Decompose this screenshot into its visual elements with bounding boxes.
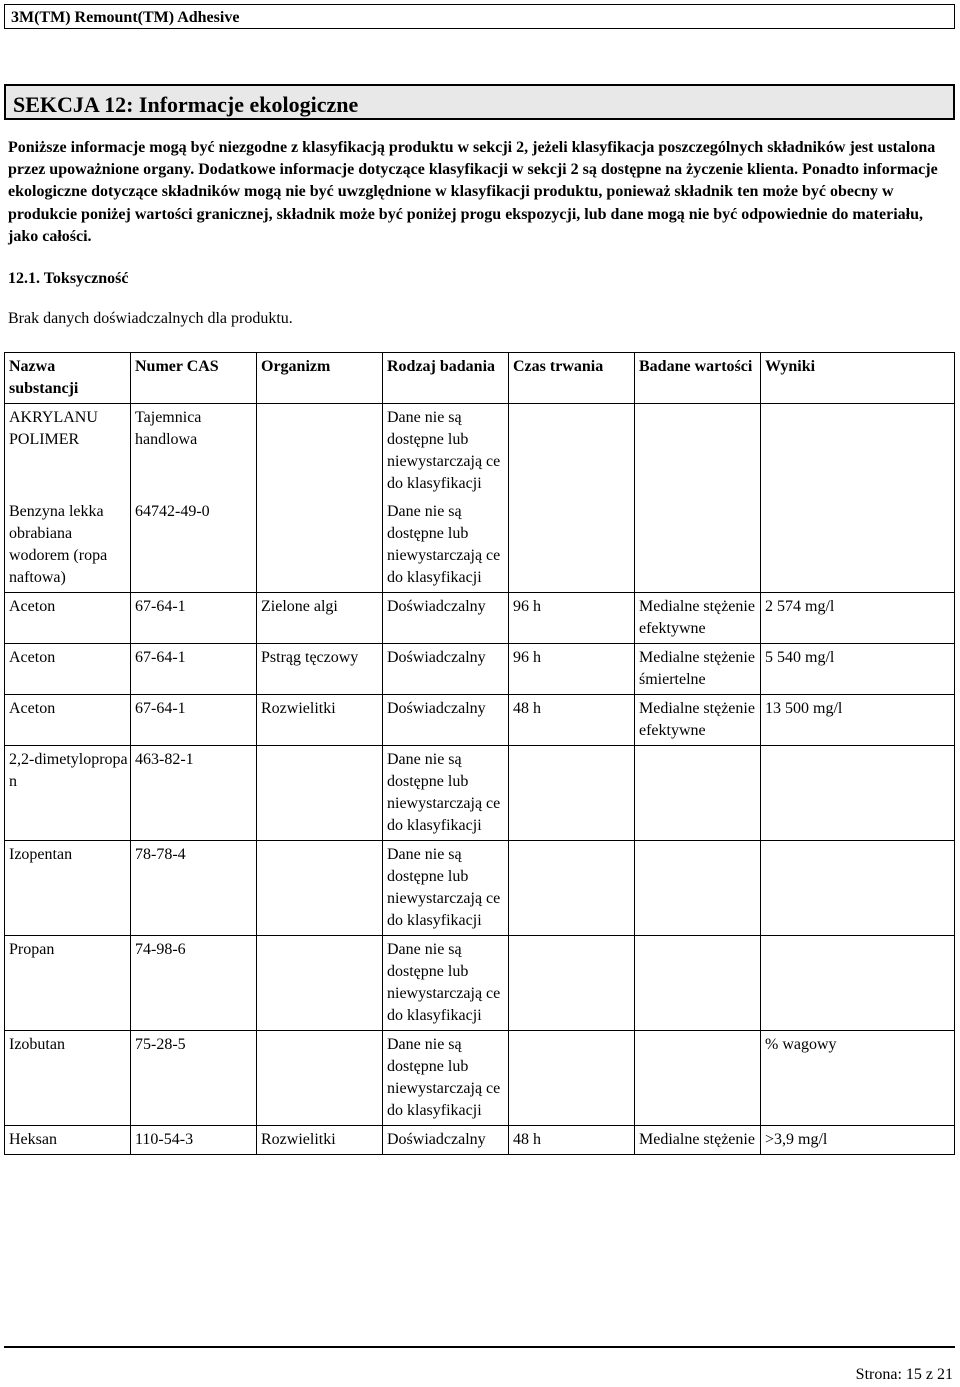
cell-organism [257,936,383,1031]
header-substance: Nazwa substancji [5,353,131,404]
no-data-note: Brak danych doświadczalnych dla produktu. [8,310,293,327]
cell-substance: Benzyna lekka obrabiana wodorem (ropa naftowa) [5,498,131,593]
table-row [5,695,955,746]
cell-endpoint [635,498,761,593]
footer-divider [4,1346,955,1348]
cell-duration [509,404,635,499]
cell-organism [257,1031,383,1126]
toxicity-heading: 12.1. Toksyczność [8,270,129,287]
table-header-row [5,353,955,404]
cell-organism [257,404,383,499]
cell-test-type: Doświadczalny [383,695,509,746]
cell-endpoint: Medialne stężenie śmiertelne [635,644,761,695]
cell-test-type: Doświadczalny [383,644,509,695]
header-test-type: Rodzaj badania [383,353,509,404]
product-name: 3M(TM) Remount(TM) Adhesive [11,9,240,26]
cell-endpoint [635,404,761,499]
cell-substance: 2,2-dimetylopropa n [5,746,131,841]
cell-duration [509,746,635,841]
cell-cas: 74-98-6 [131,936,257,1031]
cell-substance: Aceton [5,593,131,644]
cell-endpoint [635,841,761,936]
header-endpoint: Badane wartości [635,353,761,404]
table-row [5,404,955,499]
cell-cas: 78-78-4 [131,841,257,936]
cell-result: >3,9 mg/l [761,1126,955,1155]
document-header [4,4,955,29]
cell-result: 2 574 mg/l [761,593,955,644]
cell-endpoint [635,746,761,841]
cell-test-type: Dane nie są dostępne lub niewystarczają ce do klasyfikacji [383,404,509,499]
cell-test-type: Dane nie są dostępne lub niewystarczają ce do klasyfikacji [383,841,509,936]
cell-substance: Aceton [5,695,131,746]
cell-substance: Izobutan [5,1031,131,1126]
cell-duration: 96 h [509,593,635,644]
table-row [5,593,955,644]
table-row [5,1126,955,1155]
cell-result: 13 500 mg/l [761,695,955,746]
cell-result [761,404,955,499]
cell-substance: AKRYLANU POLIMER [5,404,131,499]
cell-cas: Tajemnica handlowa [131,404,257,499]
header-organism: Organizm [257,353,383,404]
cell-result: % wagowy [761,1031,955,1126]
table-row [5,498,955,593]
cell-organism: Rozwielitki [257,1126,383,1155]
page-number: Strona: 15 z 21 [855,1366,953,1383]
cell-cas: 75-28-5 [131,1031,257,1126]
cell-substance: Aceton [5,644,131,695]
cell-cas: 110-54-3 [131,1126,257,1155]
cell-organism: Zielone algi [257,593,383,644]
cell-result [761,841,955,936]
cell-result [761,498,955,593]
cell-cas: 64742-49-0 [131,498,257,593]
cell-cas: 67-64-1 [131,695,257,746]
section-heading-box [4,84,955,120]
cell-endpoint: Medialne stężenie efektywne [635,695,761,746]
cell-test-type: Dane nie są dostępne lub niewystarczają ce do klasyfikacji [383,498,509,593]
section-title: SEKCJA 12: Informacje ekologiczne [13,92,359,117]
header-duration: Czas trwania [509,353,635,404]
cell-organism [257,498,383,593]
table-row [5,841,955,936]
cell-result: 5 540 mg/l [761,644,955,695]
cell-duration [509,1031,635,1126]
cell-endpoint [635,1031,761,1126]
cell-duration: 48 h [509,1126,635,1155]
cell-test-type: Dane nie są dostępne lub niewystarczają ce do klasyfikacji [383,1031,509,1126]
cell-duration [509,498,635,593]
cell-endpoint: Medialne stężenie [635,1126,761,1155]
cell-endpoint: Medialne stężenie efektywne [635,593,761,644]
cell-test-type: Dane nie są dostępne lub niewystarczają ce do klasyfikacji [383,936,509,1031]
cell-substance: Heksan [5,1126,131,1155]
cell-organism: Pstrąg tęczowy [257,644,383,695]
table-row [5,746,955,841]
header-results: Wyniki [761,353,955,404]
cell-cas: 463-82-1 [131,746,257,841]
intro-paragraph: Poniższe informacje mogą być niezgodne z klasyfikacją produktu w sekcji 2, jeżeli klasyfikacja poszczególnych składników jest ustalona przez upoważnione organy. Dodatkowe informacje dotyczące klasyfikacji w sekcji 2 są dostępne na życzenie klienta. Ponadto informacje ekologiczne dotyczące składników mogą nie być uwzględnione w klasyfikacji produktu, ponieważ składnik ten może być obecny w produkcie poniżej wartości granicznej, składnik może być poniżej progu ekspozycji, lub dane mogą nie być odpowiednie do materiału, jako całości. [8,139,938,245]
cell-test-type: Doświadczalny [383,593,509,644]
cell-cas: 67-64-1 [131,593,257,644]
toxicity-table [4,352,955,1155]
cell-substance: Izopentan [5,841,131,936]
table-row [5,644,955,695]
cell-duration: 96 h [509,644,635,695]
cell-organism: Rozwielitki [257,695,383,746]
cell-duration [509,936,635,1031]
cell-test-type: Doświadczalny [383,1126,509,1155]
cell-result [761,936,955,1031]
header-cas: Numer CAS [131,353,257,404]
cell-result [761,746,955,841]
cell-duration [509,841,635,936]
cell-cas: 67-64-1 [131,644,257,695]
table-row [5,936,955,1031]
cell-endpoint [635,936,761,1031]
cell-test-type: Dane nie są dostępne lub niewystarczają ce do klasyfikacji [383,746,509,841]
cell-organism [257,746,383,841]
table-row [5,1031,955,1126]
cell-substance: Propan [5,936,131,1031]
cell-duration: 48 h [509,695,635,746]
cell-organism [257,841,383,936]
